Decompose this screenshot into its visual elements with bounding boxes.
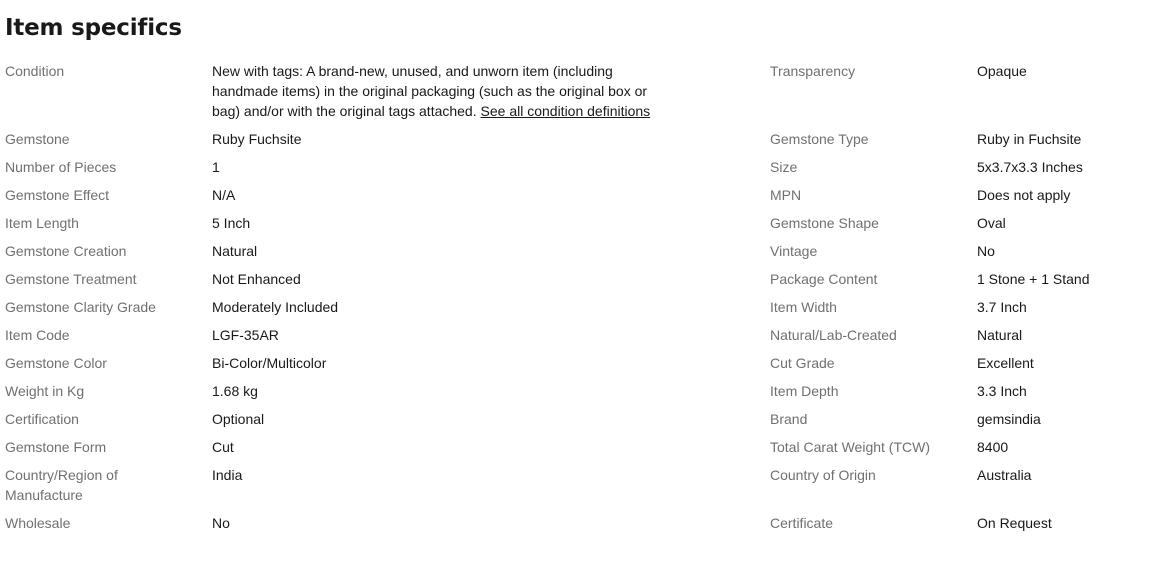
condition-description [212,61,677,121]
spec-label: Gemstone Form [5,439,107,455]
spec-label: Wholesale [5,515,71,531]
spec-label: Weight in Kg [5,383,85,399]
spec-label: Gemstone Type [770,131,869,147]
spec-value: India [212,467,243,483]
spec-label: Item Length [5,215,79,231]
spec-label: Country of Origin [770,467,876,483]
see-all-condition-definitions-link[interactable]: See all condition definitions [480,103,651,119]
spec-value: No [212,515,230,531]
spec-rows [5,129,1153,533]
spec-row [5,353,1153,373]
spec-row [5,213,1153,233]
spec-value: Natural [212,243,258,259]
spec-row [5,381,1153,401]
spec-value: 1 Stone + 1 Stand [977,271,1090,287]
spec-row [5,241,1153,261]
spec-value: Not Enhanced [212,271,301,287]
spec-value: 5 Inch [212,215,251,231]
spec-label: Brand [770,411,808,427]
spec-value: LGF-35AR [212,327,279,343]
spec-label: Cut Grade [770,355,835,371]
spec-value: Does not apply [977,187,1071,203]
spec-label: Transparency [770,63,856,79]
spec-row [5,513,1153,533]
spec-label: MPN [770,187,802,203]
spec-value: Excellent [977,355,1034,371]
spec-row-condition [5,61,1153,121]
spec-label: Natural/Lab-Created [770,327,897,343]
spec-value: Natural [977,327,1023,343]
spec-value: No [977,243,995,259]
spec-label: Total Carat Weight (TCW) [770,439,930,455]
spec-label: Gemstone Clarity Grade [5,299,156,315]
spec-value: Opaque [977,63,1027,79]
spec-row [5,157,1153,177]
spec-value: Cut [212,439,234,455]
spec-label: Certification [5,411,79,427]
spec-value: 3.3 Inch [977,383,1027,399]
spec-label: Vintage [770,243,818,259]
spec-label: Country/Region of Manufacture [5,467,118,503]
spec-label: Number of Pieces [5,159,117,175]
spec-label: Gemstone Color [5,355,107,371]
spec-label: Package Content [770,271,878,287]
spec-value: Optional [212,411,265,427]
spec-label: Gemstone Effect [5,187,110,203]
spec-row [5,437,1153,457]
spec-value: Ruby in Fuchsite [977,131,1082,147]
spec-value: Moderately Included [212,299,339,315]
spec-row [5,325,1153,345]
spec-label: Gemstone Treatment [5,271,137,287]
spec-row [5,409,1153,429]
spec-row [5,185,1153,205]
item-specifics-section [0,14,1153,533]
spec-label: Certificate [770,515,834,531]
spec-label: Size [770,159,798,175]
condition-text: New with tags: A brand-new, unused, and unworn item (including handmade items) in the original packaging (such as the original box or bag) and/or with the original tags attached. [212,63,648,119]
spec-label: Item Code [5,327,70,343]
spec-value: 8400 [977,439,1009,455]
spec-value: Australia [977,467,1032,483]
spec-value: gemsindia [977,411,1041,427]
spec-label: Gemstone Shape [770,215,879,231]
spec-value: 1 [212,159,220,175]
spec-value: On Request [977,515,1052,531]
section-title: Item specifics [5,15,182,41]
spec-row [5,129,1153,149]
spec-value: 5x3.7x3.3 Inches [977,159,1083,175]
spec-value: N/A [212,187,236,203]
spec-label: Item Depth [770,383,839,399]
condition-value [212,61,770,121]
spec-row [5,269,1153,289]
spec-value: 1.68 kg [212,383,258,399]
spec-label: Item Width [770,299,837,315]
spec-label: Gemstone Creation [5,243,127,259]
spec-row [5,297,1153,317]
spec-label: Gemstone [5,131,70,147]
spec-label: Condition [5,63,65,79]
spec-value: 3.7 Inch [977,299,1027,315]
spec-row [5,465,1153,505]
spec-value: Bi-Color/Multicolor [212,355,327,371]
spec-value: Oval [977,215,1006,231]
spec-value: Ruby Fuchsite [212,131,302,147]
